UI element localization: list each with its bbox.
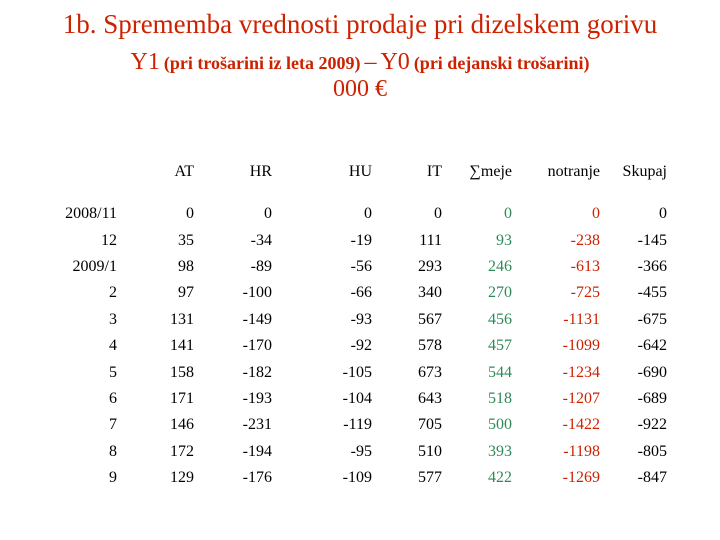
cell-period: 3 (109, 310, 117, 328)
cell-domestic: -238 (570, 231, 600, 249)
cell-at: 146 (170, 416, 194, 434)
cell-hu: 0 (364, 205, 372, 223)
cell-period: 4 (109, 337, 117, 355)
cell-sum-borders: 500 (488, 416, 512, 434)
dash-separator: – (364, 49, 377, 75)
cell-it: 510 (418, 442, 442, 460)
cell-sum-borders: 544 (488, 363, 512, 381)
cell-at: 98 (178, 257, 194, 275)
header-cell-hu: HU (348, 162, 372, 180)
table-row (52, 201, 667, 227)
cell-at: 171 (170, 389, 194, 407)
cell-hr: -170 (242, 337, 272, 355)
cell-period: 12 (101, 231, 117, 249)
cell-total: -690 (637, 363, 667, 381)
cell-period: 6 (109, 389, 117, 407)
cell-hr: -194 (242, 442, 272, 460)
cell-domestic: -1269 (562, 469, 600, 487)
cell-at: 97 (178, 284, 194, 302)
cell-it: 111 (419, 231, 442, 249)
cell-hr: -182 (242, 363, 272, 381)
header-cell-it: IT (426, 162, 442, 180)
cell-total: -675 (637, 310, 667, 328)
cell-sum-borders: 456 (488, 310, 512, 328)
header-spacer (52, 186, 667, 201)
cell-domestic: -1207 (562, 389, 600, 407)
cell-it: 567 (418, 310, 442, 328)
cell-at: 172 (170, 442, 194, 460)
cell-total: -805 (637, 442, 667, 460)
cell-total: -366 (637, 257, 667, 275)
table-row (52, 386, 667, 412)
cell-hr: 0 (264, 205, 272, 223)
header-cell-hr: HR (249, 162, 272, 180)
cell-total: -689 (637, 389, 667, 407)
table-row (52, 280, 667, 306)
cell-it: 340 (418, 284, 442, 302)
cell-domestic: -1422 (562, 416, 600, 434)
header-cell-sum-borders: ∑meje (469, 162, 512, 180)
cell-at: 158 (170, 363, 194, 381)
table-row (52, 254, 667, 280)
cell-domestic: -613 (570, 257, 600, 275)
table-row (52, 359, 667, 385)
cell-hr: -34 (250, 231, 272, 249)
cell-period: 9 (109, 469, 117, 487)
cell-domestic: -1198 (563, 442, 600, 460)
cell-domestic: -1099 (562, 337, 600, 355)
cell-hu: -105 (342, 363, 372, 381)
cell-sum-borders: 393 (488, 442, 512, 460)
table-header-row (52, 157, 667, 186)
cell-sum-borders: 0 (504, 205, 512, 223)
table-row (52, 412, 667, 438)
cell-sum-borders: 270 (488, 284, 512, 302)
cell-period: 2009/1 (72, 257, 117, 275)
cell-it: 705 (418, 416, 442, 434)
cell-hu: -19 (350, 231, 372, 249)
cell-domestic: -1131 (563, 310, 600, 328)
cell-it: 293 (418, 257, 442, 275)
cell-domestic: -1234 (562, 363, 600, 381)
table-body (52, 201, 667, 491)
cell-at: 141 (170, 337, 194, 355)
y0-note: (pri dejanski trošarini) (413, 53, 590, 73)
cell-hu: -95 (350, 442, 372, 460)
cell-hr: -231 (242, 416, 272, 434)
cell-sum-borders: 457 (488, 337, 512, 355)
y0-label: Y0 (380, 49, 410, 75)
cell-at: 129 (170, 469, 194, 487)
table-row (52, 465, 667, 491)
cell-period: 8 (109, 442, 117, 460)
y1-label: Y1 (130, 49, 160, 75)
cell-it: 0 (434, 205, 442, 223)
cell-hr: -193 (242, 389, 272, 407)
y1-note: (pri trošarini iz leta 2009) (163, 53, 361, 73)
header-cell-period (52, 157, 117, 186)
cell-at: 35 (178, 231, 194, 249)
slide-title: 1b. Sprememba vrednosti prodaje pri dizelskem gorivu (62, 9, 658, 39)
cell-period: 7 (109, 416, 117, 434)
cell-it: 578 (418, 337, 442, 355)
cell-at: 0 (186, 205, 194, 223)
table-row (52, 227, 667, 253)
cell-hu: -92 (350, 337, 372, 355)
cell-hu: -66 (350, 284, 372, 302)
cell-total: -455 (637, 284, 667, 302)
cell-it: 673 (418, 363, 442, 381)
cell-hu: -104 (342, 389, 372, 407)
cell-hu: -93 (350, 310, 372, 328)
unit-label: 000 € (333, 76, 387, 102)
cell-domestic: -725 (570, 284, 600, 302)
cell-total: -847 (637, 469, 667, 487)
cell-period: 2 (109, 284, 117, 302)
header-cell-at: AT (174, 162, 194, 180)
cell-hu: -119 (343, 416, 372, 434)
cell-sum-borders: 518 (488, 389, 512, 407)
cell-total: -922 (637, 416, 667, 434)
cell-it: 643 (418, 389, 442, 407)
cell-total: -642 (637, 337, 667, 355)
cell-sum-borders: 422 (488, 469, 512, 487)
cell-sum-borders: 246 (488, 257, 512, 275)
cell-period: 2008/11 (65, 205, 117, 223)
sales-change-table (52, 157, 667, 491)
cell-hr: -89 (250, 257, 272, 275)
table-row (52, 333, 667, 359)
cell-total: 0 (659, 205, 667, 223)
cell-hu: -109 (342, 469, 372, 487)
cell-total: -145 (637, 231, 667, 249)
cell-at: 131 (170, 310, 194, 328)
cell-hu: -56 (350, 257, 372, 275)
table-row (52, 439, 667, 465)
header-cell-total: Skupaj (622, 162, 667, 180)
cell-sum-borders: 93 (496, 231, 512, 249)
cell-period: 5 (109, 363, 117, 381)
cell-hr: -149 (242, 310, 272, 328)
header-cell-domestic: notranje (547, 162, 600, 180)
table-row (52, 307, 667, 333)
cell-domestic: 0 (592, 205, 600, 223)
cell-hr: -100 (242, 284, 272, 302)
cell-hr: -176 (242, 469, 272, 487)
cell-it: 577 (418, 469, 442, 487)
